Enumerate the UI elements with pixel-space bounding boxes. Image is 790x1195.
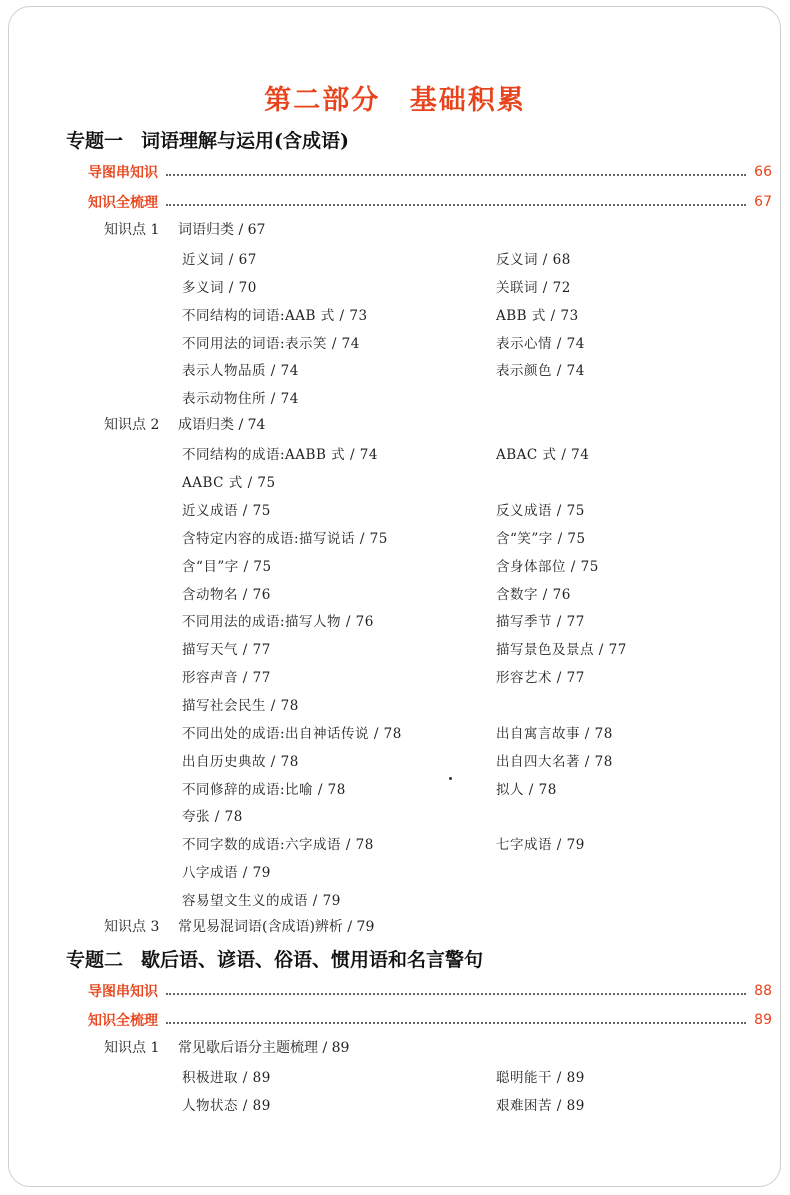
toc-item[interactable]: 含“笑”字 / 75: [496, 531, 586, 547]
toc-item[interactable]: 不同用法的词语:表示笑 / 74: [182, 336, 360, 352]
toc-item[interactable]: ABB 式 / 73: [496, 308, 579, 324]
topic-1-label: 专题一: [66, 130, 124, 152]
toc-item[interactable]: 描写社会民生 / 78: [182, 698, 299, 714]
toc-item[interactable]: 近义词 / 67: [182, 252, 257, 268]
section-page: 89: [754, 1012, 772, 1028]
toc-item[interactable]: 含数字 / 76: [496, 587, 571, 603]
kp-label: 知识点 2: [104, 417, 160, 433]
toc-section-review-1[interactable]: [88, 192, 772, 212]
topic-2-title: 歇后语、谚语、俗语、惯用语和名言警句: [141, 949, 484, 971]
toc-item[interactable]: 描写景色及景点 / 77: [496, 642, 627, 658]
section-page: 66: [754, 164, 772, 180]
kp-label: 知识点 1: [104, 1040, 160, 1056]
section-page: 67: [754, 194, 772, 210]
toc-section-mindmap-1[interactable]: [88, 162, 772, 182]
knowledge-point-1-1[interactable]: [104, 219, 265, 239]
part-title: 第二部分 基础积累: [264, 85, 526, 116]
toc-item[interactable]: 不同出处的成语:出自神话传说 / 78: [182, 726, 402, 742]
toc-item[interactable]: 不同结构的成语:AABB 式 / 74: [182, 447, 378, 463]
toc-item[interactable]: 反义成语 / 75: [496, 503, 585, 519]
toc-item[interactable]: ABAC 式 / 74: [496, 447, 590, 463]
toc-item[interactable]: 关联词 / 72: [496, 280, 571, 296]
leader-dots: [166, 993, 746, 995]
topic-1-title: 词语理解与运用(含成语): [141, 130, 349, 152]
toc-item[interactable]: 积极进取 / 89: [182, 1070, 271, 1086]
leader-dots: [166, 204, 746, 206]
topic-1-heading[interactable]: [66, 126, 349, 153]
toc-item[interactable]: 表示人物品质 / 74: [182, 363, 299, 379]
toc-item[interactable]: 反义词 / 68: [496, 252, 571, 268]
toc-item[interactable]: 近义成语 / 75: [182, 503, 271, 519]
toc-item[interactable]: 含身体部位 / 75: [496, 559, 599, 575]
toc-item[interactable]: AABC 式 / 75: [182, 475, 276, 491]
toc-item[interactable]: 不同结构的词语:AAB 式 / 73: [182, 308, 368, 324]
knowledge-point-1-3[interactable]: [104, 916, 374, 936]
topic-2-label: 专题二: [66, 949, 124, 971]
toc-section-mindmap-2[interactable]: [88, 981, 772, 1001]
toc-section-review-2[interactable]: [88, 1010, 772, 1030]
toc-item[interactable]: 聪明能干 / 89: [496, 1070, 585, 1086]
kp-label: 知识点 1: [104, 222, 160, 238]
toc-item[interactable]: 多义词 / 70: [182, 280, 257, 296]
toc-item[interactable]: 表示颜色 / 74: [496, 363, 585, 379]
stray-dot: [449, 777, 452, 780]
toc-item[interactable]: 描写季节 / 77: [496, 614, 585, 630]
kp-title: 词语归类 / 67: [178, 222, 266, 238]
section-label: 导图串知识: [88, 984, 158, 1000]
toc-item[interactable]: 八字成语 / 79: [182, 865, 271, 881]
knowledge-point-1-2[interactable]: [104, 414, 265, 434]
kp-title: 常见歇后语分主题梳理 / 89: [178, 1040, 350, 1056]
toc-item[interactable]: 形容艺术 / 77: [496, 670, 585, 686]
toc-item[interactable]: 七字成语 / 79: [496, 837, 585, 853]
section-page: 88: [754, 983, 772, 999]
toc-item[interactable]: 人物状态 / 89: [182, 1098, 271, 1114]
toc-item[interactable]: 不同用法的成语:描写人物 / 76: [182, 614, 374, 630]
toc-item[interactable]: 含特定内容的成语:描写说话 / 75: [182, 531, 388, 547]
toc-item[interactable]: 不同字数的成语:六字成语 / 78: [182, 837, 374, 853]
leader-dots: [166, 174, 746, 176]
section-label: 知识全梳理: [88, 195, 158, 211]
toc-item[interactable]: 表示心情 / 74: [496, 336, 585, 352]
toc-item[interactable]: 出自寓言故事 / 78: [496, 726, 613, 742]
toc-item[interactable]: 出自历史典故 / 78: [182, 754, 299, 770]
section-label: 导图串知识: [88, 165, 158, 181]
toc-item[interactable]: 拟人 / 78: [496, 782, 557, 798]
knowledge-point-2-1[interactable]: [104, 1037, 349, 1057]
toc-item[interactable]: 含动物名 / 76: [182, 587, 271, 603]
topic-2-heading[interactable]: [66, 945, 483, 972]
leader-dots: [166, 1022, 746, 1024]
kp-label: 知识点 3: [104, 919, 160, 935]
toc-item[interactable]: 夸张 / 78: [182, 809, 243, 825]
toc-item[interactable]: 容易望文生义的成语 / 79: [182, 893, 341, 909]
toc-item[interactable]: 表示动物住所 / 74: [182, 391, 299, 407]
kp-title: 成语归类 / 74: [178, 417, 266, 433]
section-label: 知识全梳理: [88, 1013, 158, 1029]
toc-item[interactable]: 艰难困苦 / 89: [496, 1098, 585, 1114]
toc-item[interactable]: 形容声音 / 77: [182, 670, 271, 686]
kp-title: 常见易混词语(含成语)辨析 / 79: [178, 919, 375, 935]
toc-item[interactable]: 描写天气 / 77: [182, 642, 271, 658]
toc-item[interactable]: 不同修辞的成语:比喻 / 78: [182, 782, 346, 798]
toc-item[interactable]: 含“目”字 / 75: [182, 559, 272, 575]
toc-item[interactable]: 出自四大名著 / 78: [496, 754, 613, 770]
